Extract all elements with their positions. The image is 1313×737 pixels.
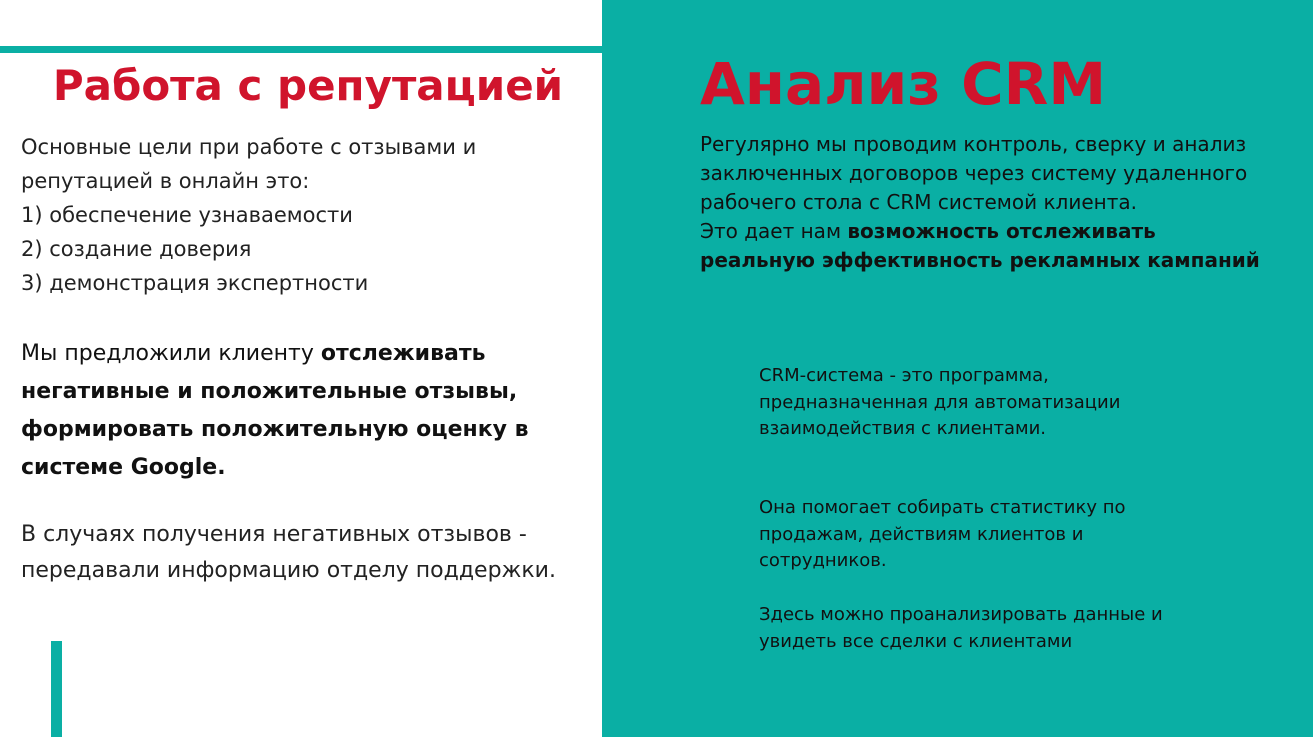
top-divider-line xyxy=(0,46,602,53)
goal-item: 3) демонстрация экспертности xyxy=(21,271,369,295)
crm-title: Анализ CRM xyxy=(700,50,1107,118)
offer-paragraph xyxy=(21,335,596,487)
possibility-bold-text: возможность отслеживать реальную эффективность рекламных кампаний xyxy=(700,219,1260,272)
crm-stats-text: Она помогает собирать статистику по продажам, действиям клиентов и сотрудников. xyxy=(759,497,1126,571)
crm-analysis-text: Здесь можно проанализировать данные и увидеть все сделки с клиентами xyxy=(759,604,1163,652)
bottom-accent-bar xyxy=(51,641,62,737)
crm-definition-text: CRM-система - это программа, предназначенная для автоматизации взаимодействия с клиентами. xyxy=(759,365,1121,439)
goals-intro-line-2: репутацией в онлайн это: xyxy=(21,169,310,193)
offer-prefix: Мы предложили клиенту xyxy=(21,341,321,366)
goal-item: 1) обеспечение узнаваемости xyxy=(21,203,353,227)
reputation-title: Работа с репутацией xyxy=(52,61,564,110)
offer-bold-text: отслеживать негативные и положительные отзывы, формировать положительную оценку в системе Google. xyxy=(21,341,529,480)
crm-intro-paragraph: Регулярно мы проводим контроль, сверку и анализ заключенных договоров через систему удаленного рабочего стола с CRM системой клиента. xyxy=(700,132,1248,214)
reputation-goals xyxy=(21,130,591,300)
goal-item: 2) создание доверия xyxy=(21,237,252,261)
negative-reviews-paragraph: В случаях получения негативных отзывов - передавали информацию отделу поддержки. xyxy=(21,522,556,583)
crm-possibility-paragraph xyxy=(700,217,1260,275)
possibility-prefix: Это дает нам xyxy=(700,219,848,243)
crm-intro xyxy=(700,130,1260,275)
goals-intro-line-1: Основные цели при работе с отзывами и xyxy=(21,135,477,159)
